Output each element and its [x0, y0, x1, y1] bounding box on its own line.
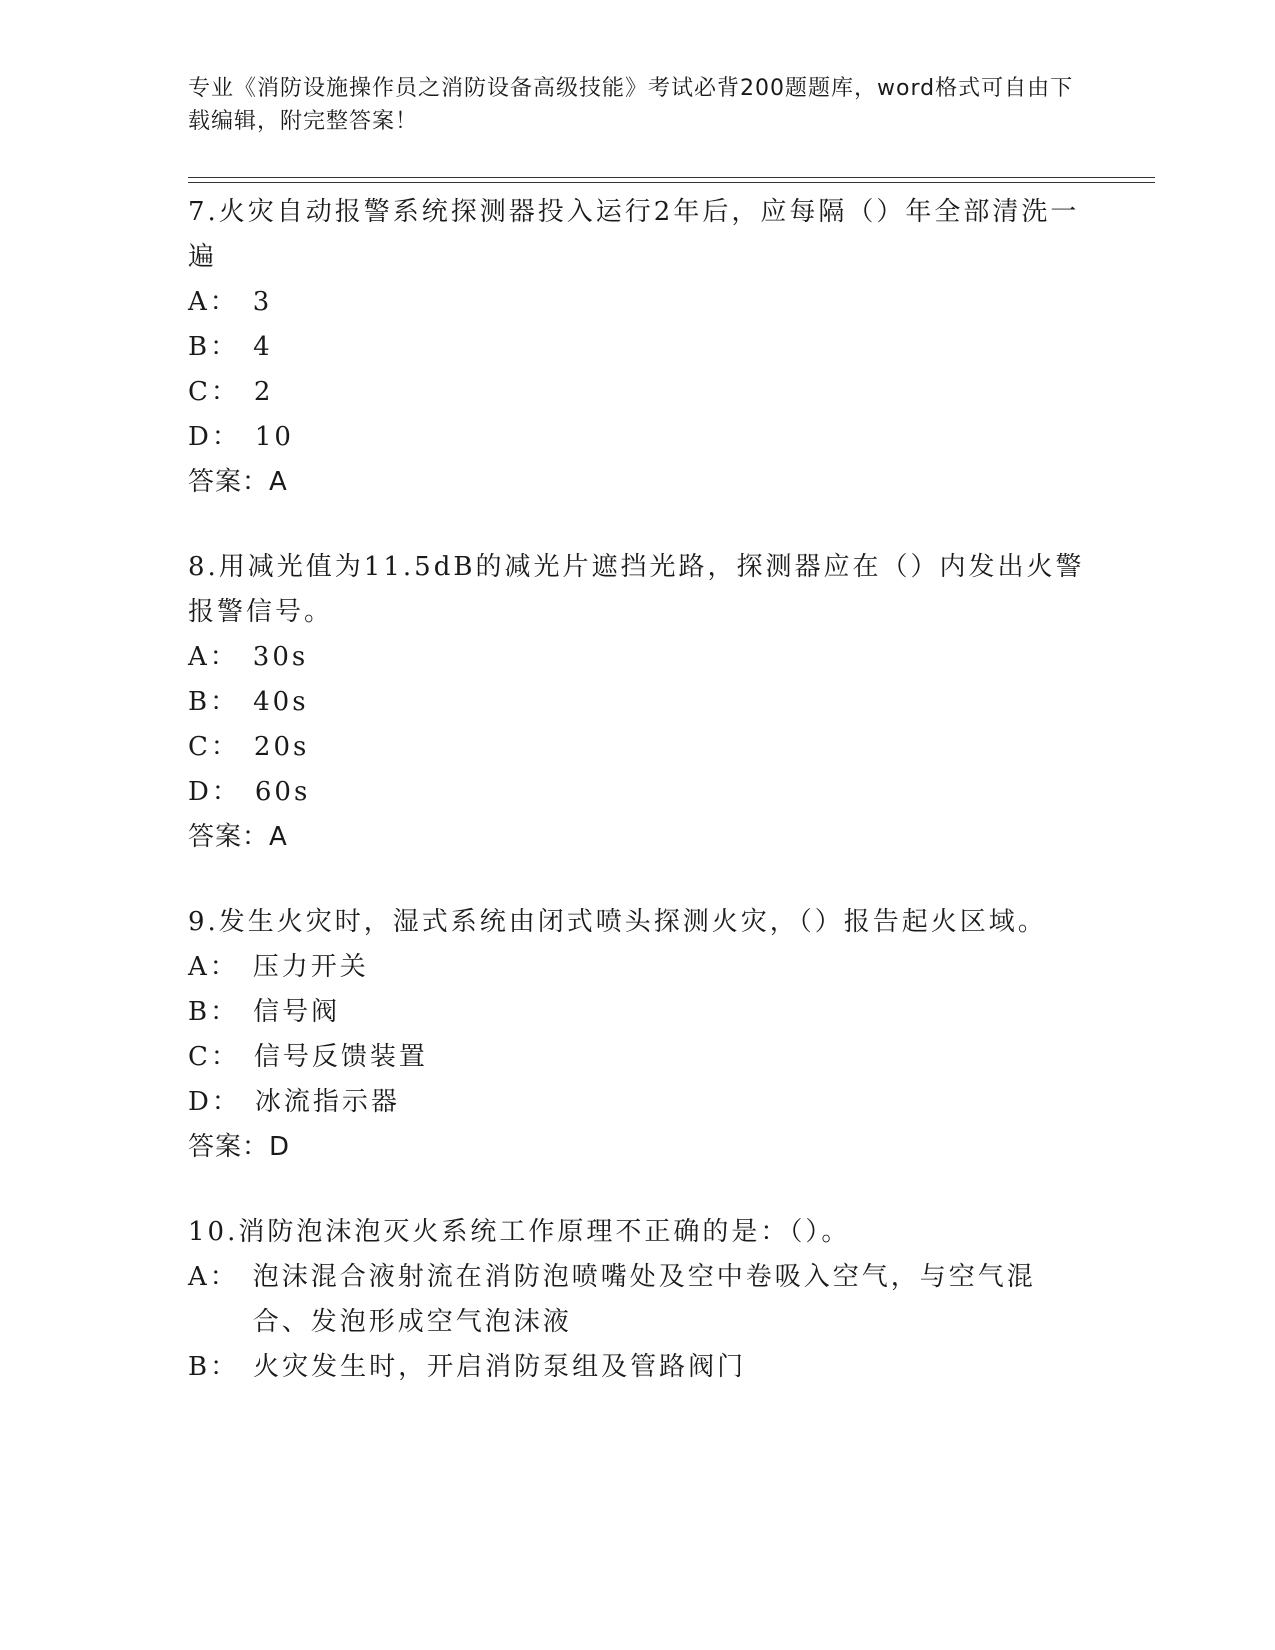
option-text: 40s: [253, 687, 309, 717]
option-text: 30s: [252, 642, 309, 672]
option-b: [188, 680, 1088, 725]
option-b: [188, 325, 1088, 370]
question-stem: 9.发生火灾时，湿式系统由闭式喷头探测火灾，（）报告起火区域。: [188, 907, 1047, 937]
option-b: [188, 990, 1088, 1035]
option-a: [188, 1255, 1088, 1345]
option-letter: C：: [188, 377, 240, 407]
question-10: [188, 1210, 1088, 1390]
option-letter: B：: [188, 687, 240, 717]
option-text: 压力开关: [252, 952, 369, 982]
option-text: 冰流指示器: [254, 1087, 400, 1117]
option-letter: A：: [188, 952, 239, 982]
option-b: [188, 1345, 1088, 1390]
question-9: [188, 900, 1088, 1170]
document-header-intro: 专业《消防设施操作员之消防设备高级技能》考试必背200题题库，word格式可自由下载编辑，附完整答案！: [188, 76, 1074, 134]
option-letter: A：: [188, 287, 239, 317]
option-c: [188, 1035, 1088, 1080]
option-letter: D：: [188, 777, 241, 807]
option-letter: D：: [188, 1087, 241, 1117]
option-c: [188, 370, 1088, 415]
option-letter: D：: [188, 422, 241, 452]
option-letter: A：: [188, 642, 239, 672]
option-text: 泡沫混合液射流在消防泡喷嘴处及空中卷吸入空气，与空气混合、发泡形成空气泡沫液: [252, 1262, 1036, 1337]
option-a: [188, 635, 1088, 680]
question-stem: 7.火灾自动报警系统探测器投入运行2年后，应每隔（）年全部清洗一遍: [188, 197, 1080, 272]
option-letter: C：: [188, 1042, 240, 1072]
option-text: 10: [254, 422, 294, 452]
option-letter: A：: [188, 1262, 239, 1292]
option-a: [188, 280, 1088, 325]
option-text: 60s: [254, 777, 311, 807]
option-a: [188, 945, 1088, 990]
question-7: [188, 190, 1088, 505]
answer-line: 答案：A: [188, 822, 288, 852]
option-text: 20s: [253, 732, 310, 762]
option-c: [188, 725, 1088, 770]
option-text: 2: [253, 377, 274, 407]
option-d: [188, 770, 1088, 815]
option-letter: B：: [188, 332, 240, 362]
question-list: [188, 190, 1088, 1430]
answer-line: 答案：A: [188, 467, 288, 497]
option-text: 信号阀: [253, 997, 341, 1027]
option-text: 3: [252, 287, 273, 317]
option-d: [188, 415, 1088, 460]
option-letter: B：: [188, 997, 240, 1027]
option-letter: B：: [188, 1352, 240, 1382]
option-text: 信号反馈装置: [253, 1042, 428, 1072]
option-d: [188, 1080, 1088, 1125]
header-divider-top: [188, 177, 1155, 178]
option-text: 火灾发生时，开启消防泵组及管路阀门: [253, 1352, 747, 1382]
header-divider-bottom: [188, 182, 1155, 183]
question-stem: 8.用减光值为11.5dB的减光片遮挡光路，探测器应在（）内发出火警报警信号。: [188, 552, 1085, 627]
option-text: 4: [253, 332, 273, 362]
option-letter: C：: [188, 732, 240, 762]
answer-line: 答案：D: [188, 1132, 291, 1162]
question-stem: 10.消防泡沫泡灭火系统工作原理不正确的是：（）。: [188, 1217, 851, 1247]
question-8: [188, 545, 1088, 860]
